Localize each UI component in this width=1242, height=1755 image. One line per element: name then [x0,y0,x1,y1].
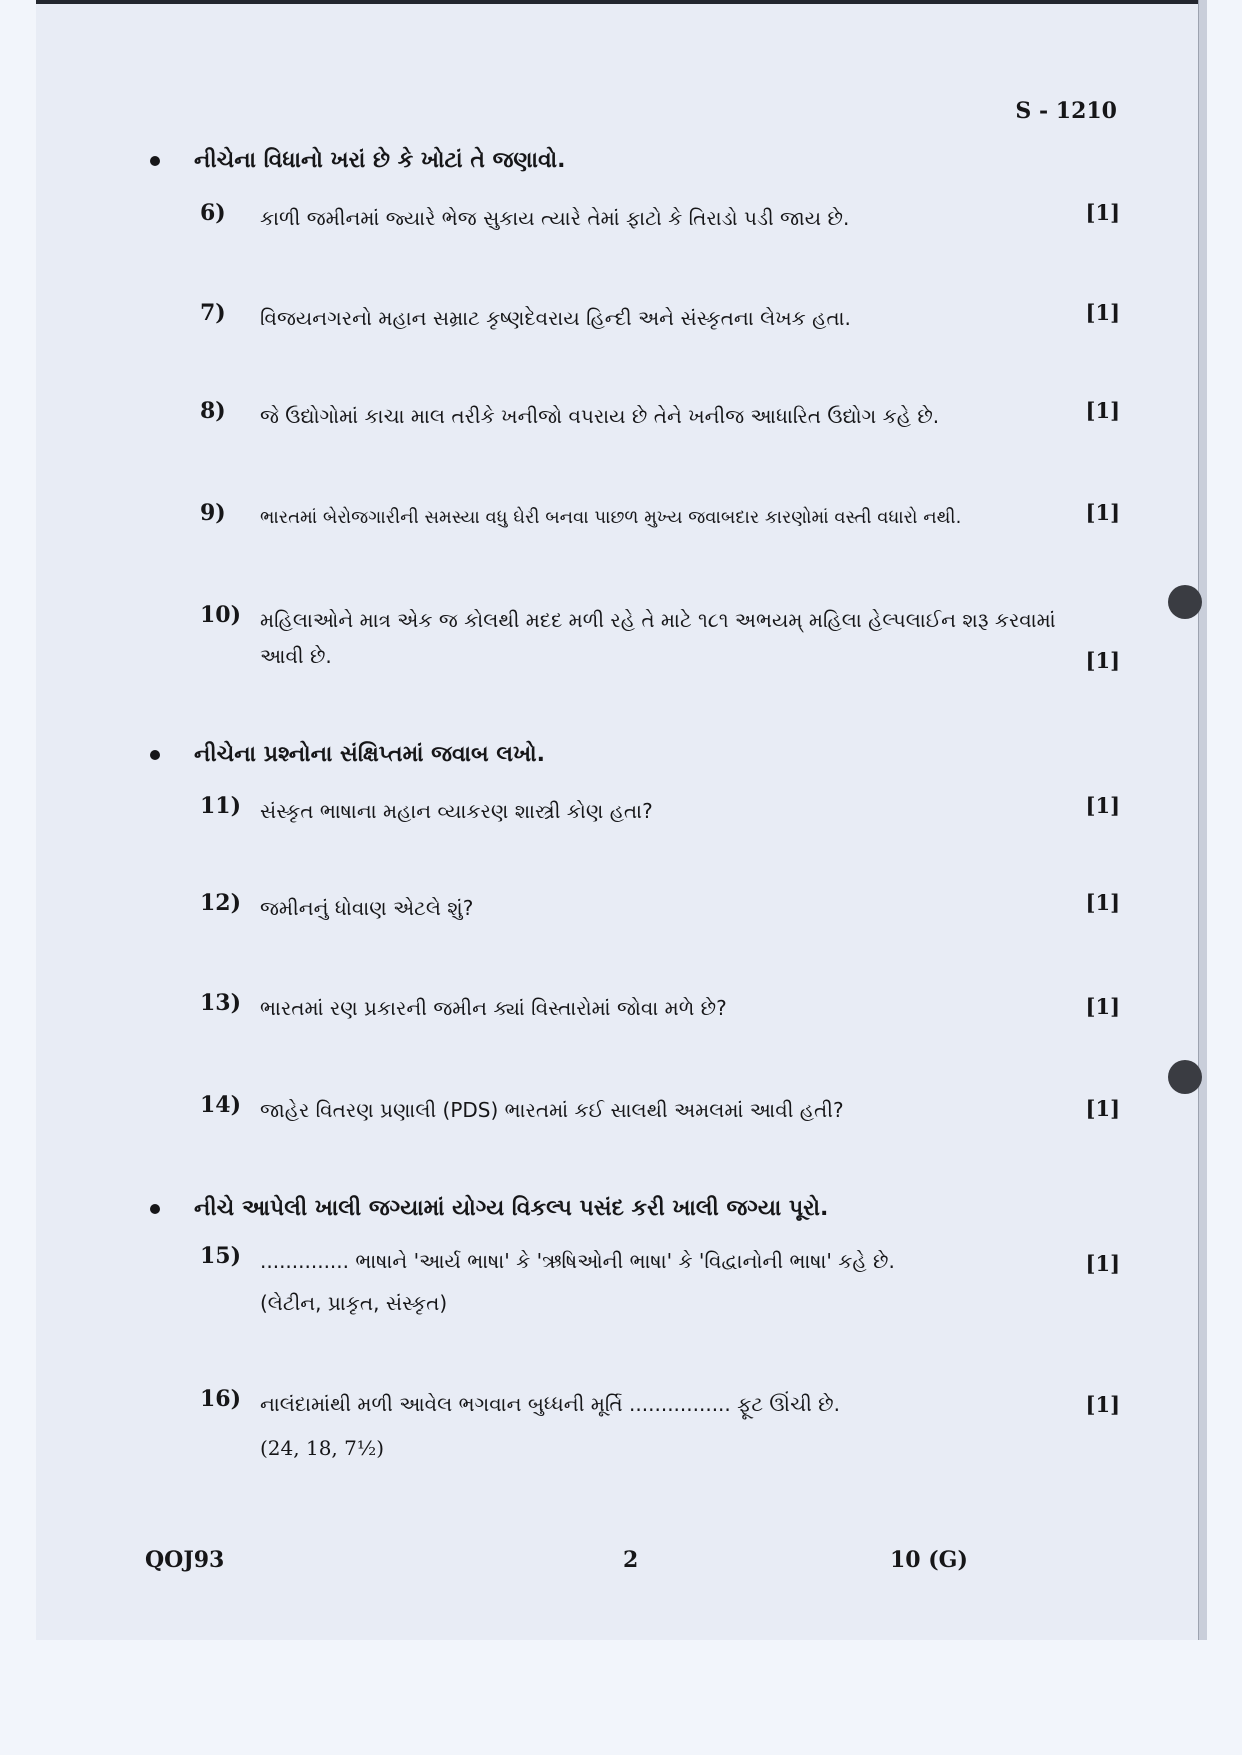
question-mark: [1] [1085,648,1120,673]
page-edge [1198,0,1207,1640]
question-options: (લેટીન, પ્રાકૃત, સંસ્કૃત) [260,1291,448,1315]
question-text: સંસ્કૃત ભાષાના મહાન વ્યાકરણ શાસ્ત્રી કોણ હતા? [260,799,653,823]
footer-code: QOJ93 [145,1547,225,1573]
footer-subject-code: 10 (G) [890,1547,968,1573]
question-text: મહિલાઓને માત્ર એક જ કોલથી મદદ મળી રહે તે માટે ૧૮૧ અભયમ્ મહિલા હેલ્પલાઈન શરૂ કરવામાં આવી છે. [260,608,1056,668]
question-mark: [1] [1085,200,1120,225]
question-mark: [1] [1085,398,1120,423]
top-rule [36,0,1206,4]
question-number: 10) [200,602,242,628]
question-text: ભારતમાં બેરોજગારીની સમસ્યા વધુ ઘેરી બનવા પાછળ મુખ્ય જવાબદાર કારણોમાં વસ્તી વધારો નથી. [260,507,962,528]
section-heading-fill-blanks [150,1196,828,1221]
question-text: નાલંદામાંથી મળી આવેલ ભગવાન બુધ્ધની મૂર્તિ ................ ફૂટ ઊંચી છે. [260,1392,840,1416]
section-heading-text: નીચે આપેલી ખાલી જગ્યામાં યોગ્ય વિકલ્પ પસંદ કરી ખાલી જગ્યા પૂરો. [194,1196,829,1221]
punch-hole [1168,585,1202,619]
question-options: (24, 18, 7½) [260,1436,385,1460]
question-text: જમીનનું ધોવાણ એટલે શું? [260,896,474,920]
punch-hole [1168,1060,1202,1094]
question-number: 14) [200,1092,242,1118]
question-text: વિજયનગરનો મહાન સમ્રાટ કૃષ્ણદેવરાય હિન્દી અને સંસ્કૃતના લેખક હતા. [260,306,851,330]
question-text: .............. ભાષાને 'આર્ય ભાષા' કે 'ઋષિઓની ભાષા' કે 'વિદ્વાનોની ભાષા' કહે છે. [260,1249,895,1273]
section-heading-short-answer [150,742,545,767]
paper-code: S - 1210 [1015,98,1117,124]
question-mark: [1] [1085,1096,1120,1121]
question-text: કાળી જમીનમાં જ્યારે ભેજ સુકાય ત્યારે તેમાં ફાટો કે તિરાડો પડી જાય છે. [260,206,850,230]
question-text: ભારતમાં રણ પ્રકારની જમીન ક્યાં વિસ્તારોમાં જોવા મળે છે? [260,996,727,1020]
bullet-icon [150,750,160,760]
section-heading-text: નીચેના પ્રશ્નોના સંક્ષિપ્તમાં જવાબ લખો. [194,742,545,767]
question-number: 8) [200,398,226,424]
question-text: જે ઉદ્યોગોમાં કાચા માલ તરીકે ખનીજો વપરાય છે તેને ખનીજ આધારિત ઉદ્યોગ કહે છે. [260,404,940,428]
bullet-icon [150,1204,160,1214]
question-text: જાહેર વિતરણ પ્રણાલી (PDS) ભારતમાં કઈ સાલથી અમલમાં આવી હતી? [260,1098,844,1122]
question-mark: [1] [1085,793,1120,818]
question-number: 16) [200,1386,242,1412]
question-mark: [1] [1085,994,1120,1019]
question-mark: [1] [1085,1251,1120,1276]
question-number: 12) [200,890,242,916]
question-mark: [1] [1085,1392,1120,1417]
question-mark: [1] [1085,500,1120,525]
question-mark: [1] [1085,300,1120,325]
bullet-icon [150,156,160,166]
section-heading-true-false [150,148,566,173]
section-heading-text: નીચેના વિધાનો ખરાં છે કે ખોટાં તે જણાવો. [194,148,566,173]
question-number: 7) [200,300,226,326]
question-number: 13) [200,990,242,1016]
question-number: 11) [200,793,242,819]
question-mark: [1] [1085,890,1120,915]
question-number: 9) [200,500,226,526]
question-number: 6) [200,200,226,226]
question-number: 15) [200,1243,242,1269]
page-number: 2 [623,1547,639,1573]
